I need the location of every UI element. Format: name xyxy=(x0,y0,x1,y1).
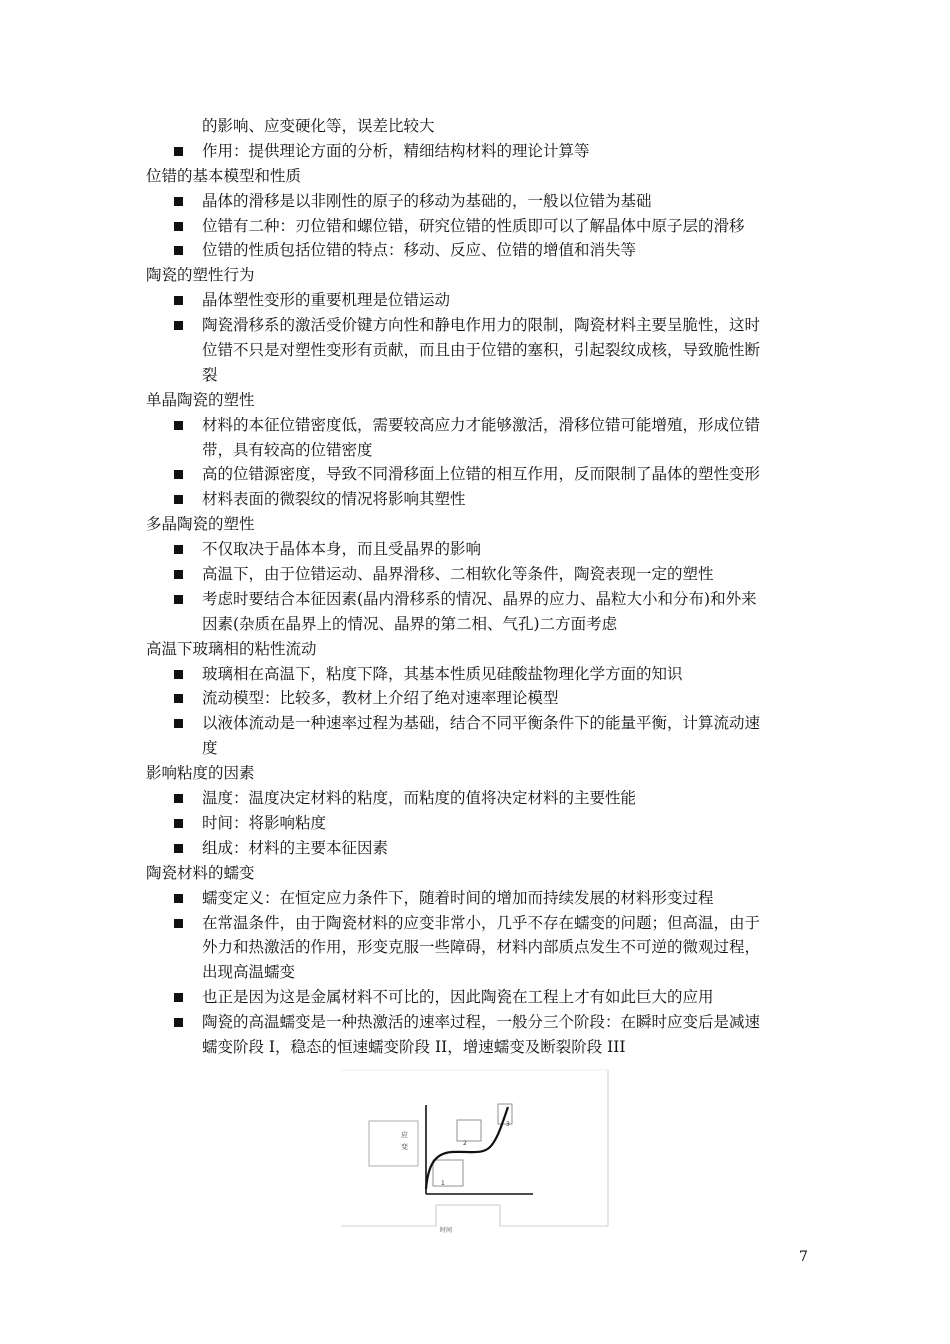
bullet-text-line: 因素(杂质在晶界上的情况、晶界的第二相、气孔)二方面考虑 xyxy=(202,614,618,633)
square-bullet-icon xyxy=(174,919,183,928)
stage-2-box xyxy=(457,1120,481,1141)
square-bullet-icon xyxy=(174,570,183,579)
bullet-item xyxy=(146,214,810,239)
bullet-item xyxy=(146,786,810,811)
stage-2-label: 2 xyxy=(463,1140,467,1147)
bullet-item xyxy=(146,911,810,986)
square-bullet-icon xyxy=(174,421,183,430)
bullet-item xyxy=(146,811,810,836)
bullet-item xyxy=(146,313,810,388)
square-bullet-icon xyxy=(174,819,183,828)
bullet-item xyxy=(146,587,810,637)
bullet-text-line: 材料表面的微裂纹的情况将影响其塑性 xyxy=(202,490,466,509)
bullet-text-line: 作用：提供理论方面的分析，精细结构材料的理论计算等 xyxy=(202,141,590,160)
square-bullet-icon xyxy=(174,719,183,728)
bullet-text-line: 在常温条件，由于陶瓷材料的应变非常小，几乎不存在蠕变的问题；但高温，由于 xyxy=(202,913,761,932)
bullet-item xyxy=(146,985,810,1010)
bullet-text-line: 也正是因为这是金属材料不可比的，因此陶瓷在工程上才有如此巨大的应用 xyxy=(202,988,714,1007)
bullet-item xyxy=(146,462,810,487)
bullet-text-line: 陶瓷的高温蠕变是一种热激活的速率过程，一般分三个阶段：在瞬时应变后是减速 xyxy=(202,1013,761,1032)
bullet-item xyxy=(146,886,810,911)
page-number: 7 xyxy=(799,1249,808,1265)
bullet-text-line: 蠕变阶段 I，稳态的恒速蠕变阶段 II，增速蠕变及断裂阶段 III xyxy=(202,1037,626,1056)
section-heading: 位错的基本模型和性质 xyxy=(146,166,302,185)
stage-1-box xyxy=(433,1160,463,1186)
continued-text: 的影响、应变硬化等，误差比较大 xyxy=(202,117,435,135)
bullet-item xyxy=(146,686,810,711)
bullet-item xyxy=(146,487,810,512)
bullet-text-line: 玻璃相在高温下，粘度下降，其基本性质见硅酸盐物理化学方面的知识 xyxy=(202,664,683,683)
section-heading: 影响粘度的因素 xyxy=(146,764,255,783)
bullet-text-line: 蠕变定义：在恒定应力条件下，随着时间的增加而持续发展的材料形变过程 xyxy=(202,888,714,907)
square-bullet-icon xyxy=(174,495,183,504)
bullet-text-line: 带，具有较高的位错密度 xyxy=(202,440,373,459)
bullet-text-line: 位错有二种：刃位错和螺位错，研究位错的性质即可以了解晶体中原子层的滑移 xyxy=(202,216,745,235)
bullet-item xyxy=(146,662,810,687)
section-heading: 陶瓷材料的蠕变 xyxy=(146,863,255,882)
bullet-text-line: 流动模型：比较多，教材上介绍了绝对速率理论模型 xyxy=(202,689,559,708)
stage-3-label: 3 xyxy=(506,1121,510,1128)
bullet-text-line: 高温下，由于位错运动、晶界滑移、二相软化等条件，陶瓷表现一定的塑性 xyxy=(202,565,714,584)
section-heading: 多晶陶瓷的塑性 xyxy=(146,515,255,534)
bullet-text-line: 组成：材料的主要本征因素 xyxy=(202,838,389,857)
section-heading: 陶瓷的塑性行为 xyxy=(146,266,255,285)
square-bullet-icon xyxy=(174,694,183,703)
square-bullet-icon xyxy=(174,545,183,554)
square-bullet-icon xyxy=(174,321,183,330)
bullet-item xyxy=(146,1010,810,1060)
bullet-text-line: 考虑时要结合本征因素(晶内滑移系的情况、晶界的应力、晶粒大小和分布)和外来 xyxy=(202,589,757,608)
stage-1-label: 1 xyxy=(441,1180,445,1187)
creep-curve-figure xyxy=(340,1069,610,1235)
x-label-box xyxy=(436,1205,500,1226)
square-bullet-icon xyxy=(174,844,183,853)
bullet-text-line: 裂 xyxy=(202,365,218,384)
bullet-item xyxy=(146,139,810,164)
square-bullet-icon xyxy=(174,296,183,305)
bullet-text-line: 晶体的滑移是以非刚性的原子的移动为基础的，一般以位错为基础 xyxy=(202,191,652,210)
bullet-text-line: 材料的本征位错密度低，需要较高应力才能够激活，滑移位错可能增殖，形成位错 xyxy=(202,415,761,434)
bullet-item xyxy=(146,562,810,587)
y-label-char-1: 应 xyxy=(401,1131,408,1139)
section-heading: 单晶陶瓷的塑性 xyxy=(146,390,255,409)
square-bullet-icon xyxy=(174,222,183,231)
bullet-text-line: 度 xyxy=(202,739,218,758)
bullet-text-line: 以液体流动是一种速率过程为基础，结合不同平衡条件下的能量平衡，计算流动速 xyxy=(202,714,761,733)
bullet-text-line: 陶瓷滑移系的激活受价键方向性和静电作用力的限制，陶瓷材料主要呈脆性，这时 xyxy=(202,316,761,335)
bullet-item xyxy=(146,537,810,562)
bullet-item xyxy=(146,189,810,214)
square-bullet-icon xyxy=(174,470,183,479)
square-bullet-icon xyxy=(174,595,183,604)
bullet-item xyxy=(146,413,810,463)
bullet-text-line: 晶体塑性变形的重要机理是位错运动 xyxy=(202,291,451,310)
square-bullet-icon xyxy=(174,246,183,255)
bullet-text-line: 不仅取决于晶体本身，而且受晶界的影响 xyxy=(202,540,482,559)
square-bullet-icon xyxy=(174,993,183,1002)
y-label-box xyxy=(369,1121,418,1166)
x-axis-label: 时间 xyxy=(440,1227,453,1234)
bullet-text-line: 出现高温蠕变 xyxy=(202,963,296,982)
bullet-text-line: 外力和热激活的作用，形变克服一些障碍，材料内部质点发生不可逆的微观过程， xyxy=(202,938,761,957)
square-bullet-icon xyxy=(174,670,183,679)
bullet-item xyxy=(146,836,810,861)
document-body xyxy=(146,114,810,1060)
square-bullet-icon xyxy=(174,794,183,803)
section-heading: 高温下玻璃相的粘性流动 xyxy=(146,639,317,658)
square-bullet-icon xyxy=(174,197,183,206)
bullet-text-line: 时间：将影响粘度 xyxy=(202,813,327,832)
square-bullet-icon xyxy=(174,147,183,156)
bullet-text-line: 位错的性质包括位错的特点：移动、反应、位错的增值和消失等 xyxy=(202,241,637,260)
bullet-item xyxy=(146,288,810,313)
y-label-char-2: 变 xyxy=(401,1143,408,1151)
bullet-item xyxy=(146,711,810,761)
bullet-item xyxy=(146,238,810,263)
square-bullet-icon xyxy=(174,894,183,903)
bullet-text-line: 位错不只是对塑性变形有贡献，而且由于位错的塞积，引起裂纹成核，导致脆性断 xyxy=(202,341,761,360)
bullet-text-line: 温度：温度决定材料的粘度，而粘度的值将决定材料的主要性能 xyxy=(202,789,637,808)
bullet-text-line: 高的位错源密度，导致不同滑移面上位错的相互作用，反而限制了晶体的塑性变形 xyxy=(202,465,761,484)
square-bullet-icon xyxy=(174,1018,183,1027)
